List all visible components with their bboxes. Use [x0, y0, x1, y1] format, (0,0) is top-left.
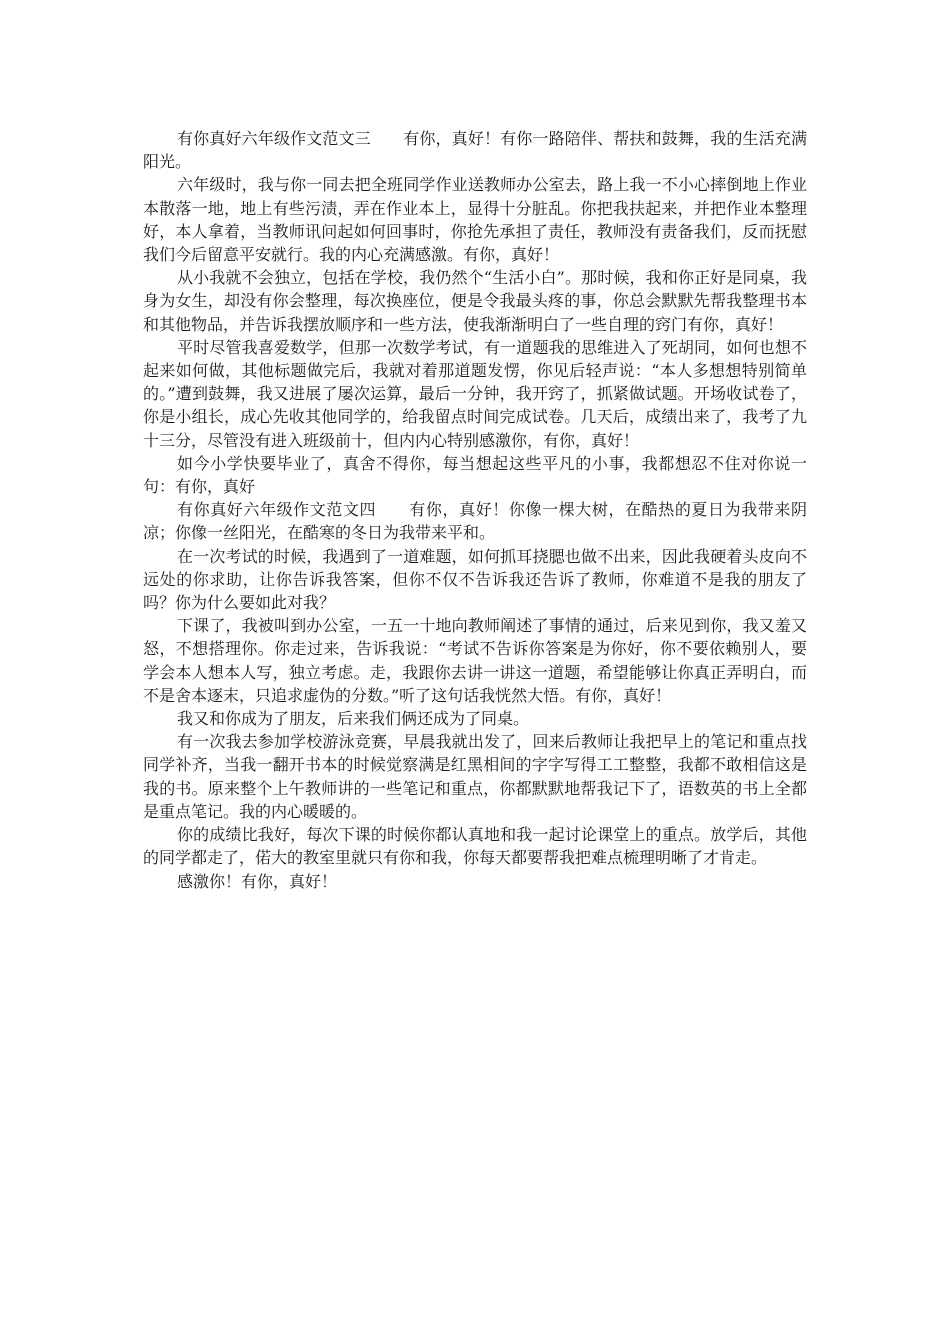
essay-paragraph: 从小我就不会独立，包括在学校，我仍然个“生活小白”。那时候，我和你正好是同桌，我身为女生，却没有你会整理，每次换座位，便是令我最头疼的事，你总会默默先帮我整理书本和其他物品，并告诉我摆放顺序和一些方法，使我渐渐明白了一些自理的窍门有你，真好！	[143, 268, 807, 334]
essay-paragraph: 我又和你成为了朋友，后来我们俩还成为了同桌。	[177, 709, 530, 729]
essay-body	[143, 127, 807, 893]
essay-paragraph: 在一次考试的时候，我遇到了一道难题，如何抓耳挠腮也做不出来，因此我硬着头皮向不远处的你求助，让你告诉我答案，但你不仅不告诉我还告诉了教师，你难道不是我的朋友了吗？你为什么要如此对我？	[143, 546, 807, 613]
essay-paragraph: 如今小学快要毕业了，真舍不得你，每当想起这些平凡的小事，我都想忍不住对你说一句：有你，真好	[143, 453, 807, 497]
essay-paragraph: 平时尽管我喜爱数学，但那一次数学考试，有一道题我的思维进入了死胡同，如何也想不起来如何做，其他标题做完后，我就对着那道题发愣，你见后轻声说：“本人多想想特别简单的。”遭到鼓舞，我又进展了屡次运算，最后一分钟，我开窍了，抓紧做试题。开场收试卷了，你是小组长，成心先收其他同学的，给我留点时间完成试卷。几天后，成绩出来了，我考了九十三分，尽管没有进入班级前十，但内内心特别感激你，有你，真好！	[143, 337, 807, 450]
essay-paragraph: 你的成绩比我好，每次下课的时候你都认真地和我一起讨论课堂上的重点。放学后，其他的同学都走了，偌大的教室里就只有你和我，你每天都要帮我把难点梳理明晰了才肯走。	[143, 825, 807, 868]
essay-paragraph: 有你真好六年级作文范文四 有你，真好！你像一棵大树，在酷热的夏日为我带来阴凉；你像一丝阳光，在酷寒的冬日为我带来平和。	[143, 500, 807, 543]
essay-paragraph: 有一次我去参加学校游泳竞赛，早晨我就出发了，回来后教师让我把早上的笔记和重点找同学补齐，当我一翻开书本的时候觉察满是红黑相间的字字写得工工整整，我都不敢相信这是我的书。原来整个上午教师讲的一些笔记和重点，你都默默地帮我记下了，语数英的书上全都是重点笔记。我的内心暖暖的。	[143, 732, 807, 821]
essay-paragraph: 六年级时，我与你一同去把全班同学作业送教师办公室去，路上我一不小心摔倒地上作业本散落一地，地上有些污渍，弄在作业本上，显得十分脏乱。你把我扶起来，并把作业本整理好，本人拿着，当教师讯问起如何回事时，你抢先承担了责任，教师没有责备我们，反而抚慰我们今后留意平安就行。我的内心充满感激。有你，真好！	[143, 175, 807, 265]
essay-paragraph: 下课了，我被叫到办公室，一五一十地向教师阐述了事情的通过，后来见到你，我又羞又怒，不想搭理你。你走过来，告诉我说：“考试不告诉你答案是为你好，你不要依赖别人，要学会本人想本人写，独立考虑。走，我跟你去讲一讲这一道题，希望能够让你真正弄明白，而不是舍本逐末，只追求虚伪的分数。”听了这句话我恍然大悟。有你，真好！	[143, 616, 807, 705]
essay-paragraph: 有你真好六年级作文范文三 有你，真好！有你一路陪伴、帮扶和鼓舞，我的生活充满阳光。	[143, 129, 807, 172]
essay-paragraph: 感激你！有你，真好！	[177, 871, 338, 891]
